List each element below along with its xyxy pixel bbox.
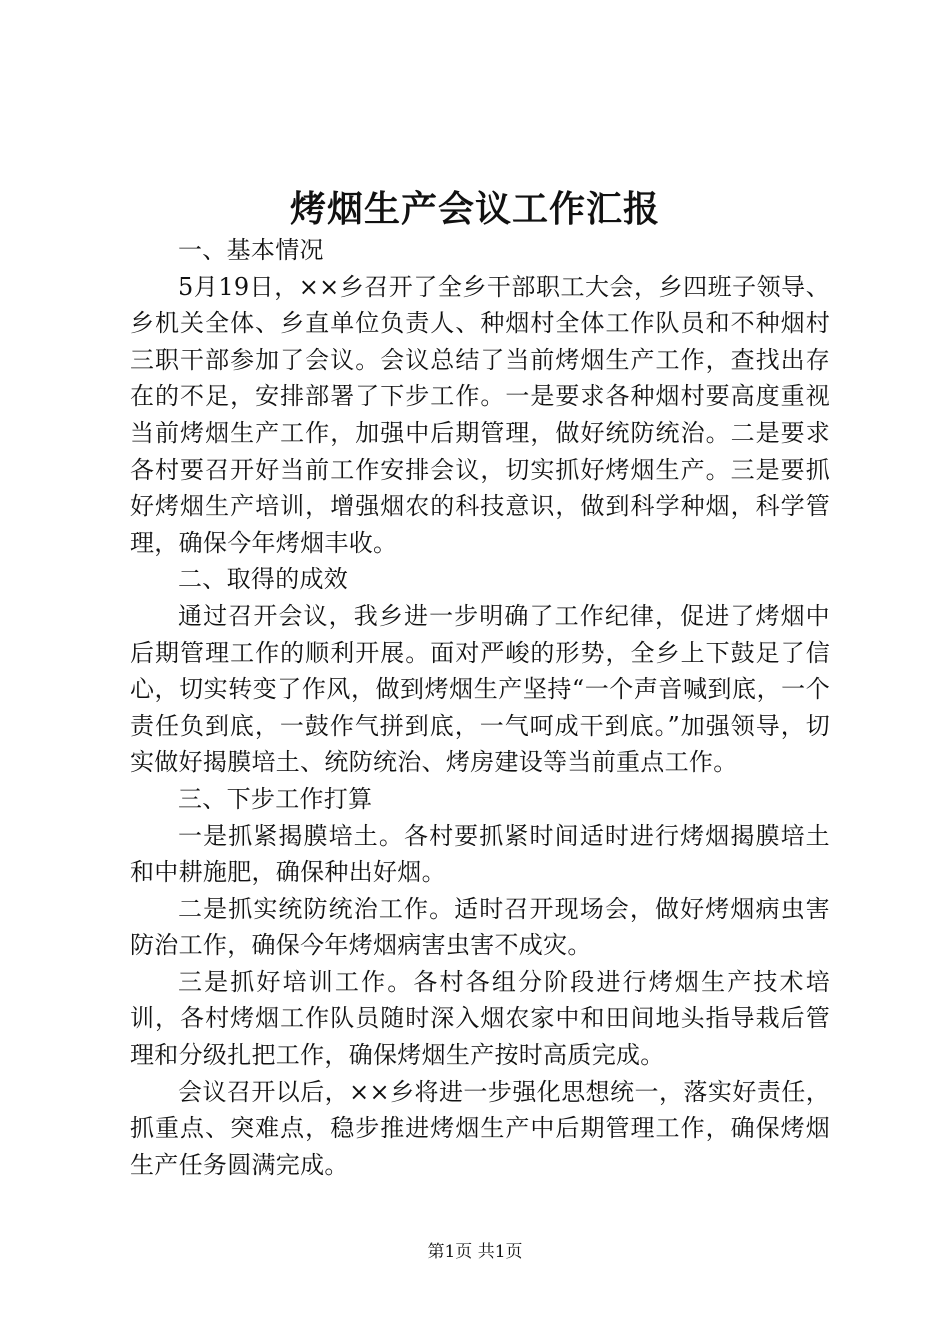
document-body	[130, 232, 830, 1183]
section-heading-basic: 一、基本情况	[178, 236, 324, 264]
paragraph-step-one: 一是抓紧揭膜培土。各村要抓紧时间适时进行烤烟揭膜培土和中耕施肥，确保种出好烟。	[130, 821, 830, 887]
paragraph-step-three: 三是抓好培训工作。各村各组分阶段进行烤烟生产技术培训，各村烤烟工作队员随时深入烟农家中和田间地头指导栽后管理和分级扎把工作，确保烤烟生产按时高质完成。	[130, 967, 830, 1070]
paragraph-step-two: 二是抓实统防统治工作。适时召开现场会，做好烤烟病虫害防治工作，确保今年烤烟病害虫害不成灾。	[130, 894, 830, 960]
paragraph-basic-situation: 5月19日，××乡召开了全乡干部职工大会，乡四班子领导、乡机关全体、乡直单位负责人、种烟村全体工作队员和不种烟村三职干部参加了会议。会议总结了当前烤烟生产工作，查找出存在的不足，安排部署了下步工作。一是要求各种烟村要高度重视当前烤烟生产工作，加强中后期管理，做好统防统治。二是要求各村要召开好当前工作安排会议，切实抓好烤烟生产。三是要抓好烤烟生产培训，增强烟农的科技意识，做到科学种烟，科学管理，确保今年烤烟丰收。	[130, 272, 830, 557]
section-heading-results: 二、取得的成效	[178, 565, 349, 594]
section-heading-next-steps: 三、下步工作打算	[178, 784, 373, 813]
paragraph-results: 通过召开会议，我乡进一步明确了工作纪律，促进了烤烟中后期管理工作的顺利开展。面对严峻的形势，全乡上下鼓足了信心，切实转变了作风，做到烤烟生产坚持“一个声音喊到底，一个责任负到底，一鼓作气拼到底，一气呵成干到底。”加强领导，切实做好揭膜培土、统防统治、烤房建设等当前重点工作。	[130, 601, 830, 777]
document-title: 烤烟生产会议工作汇报	[289, 188, 660, 230]
page-number-footer: 第1页 共1页	[427, 1242, 523, 1262]
paragraph-conclusion: 会议召开以后，××乡将进一步强化思想统一，落实好责任，抓重点、突难点，稳步推进烤烟生产中后期管理工作，确保烤烟生产任务圆满完成。	[130, 1077, 830, 1179]
